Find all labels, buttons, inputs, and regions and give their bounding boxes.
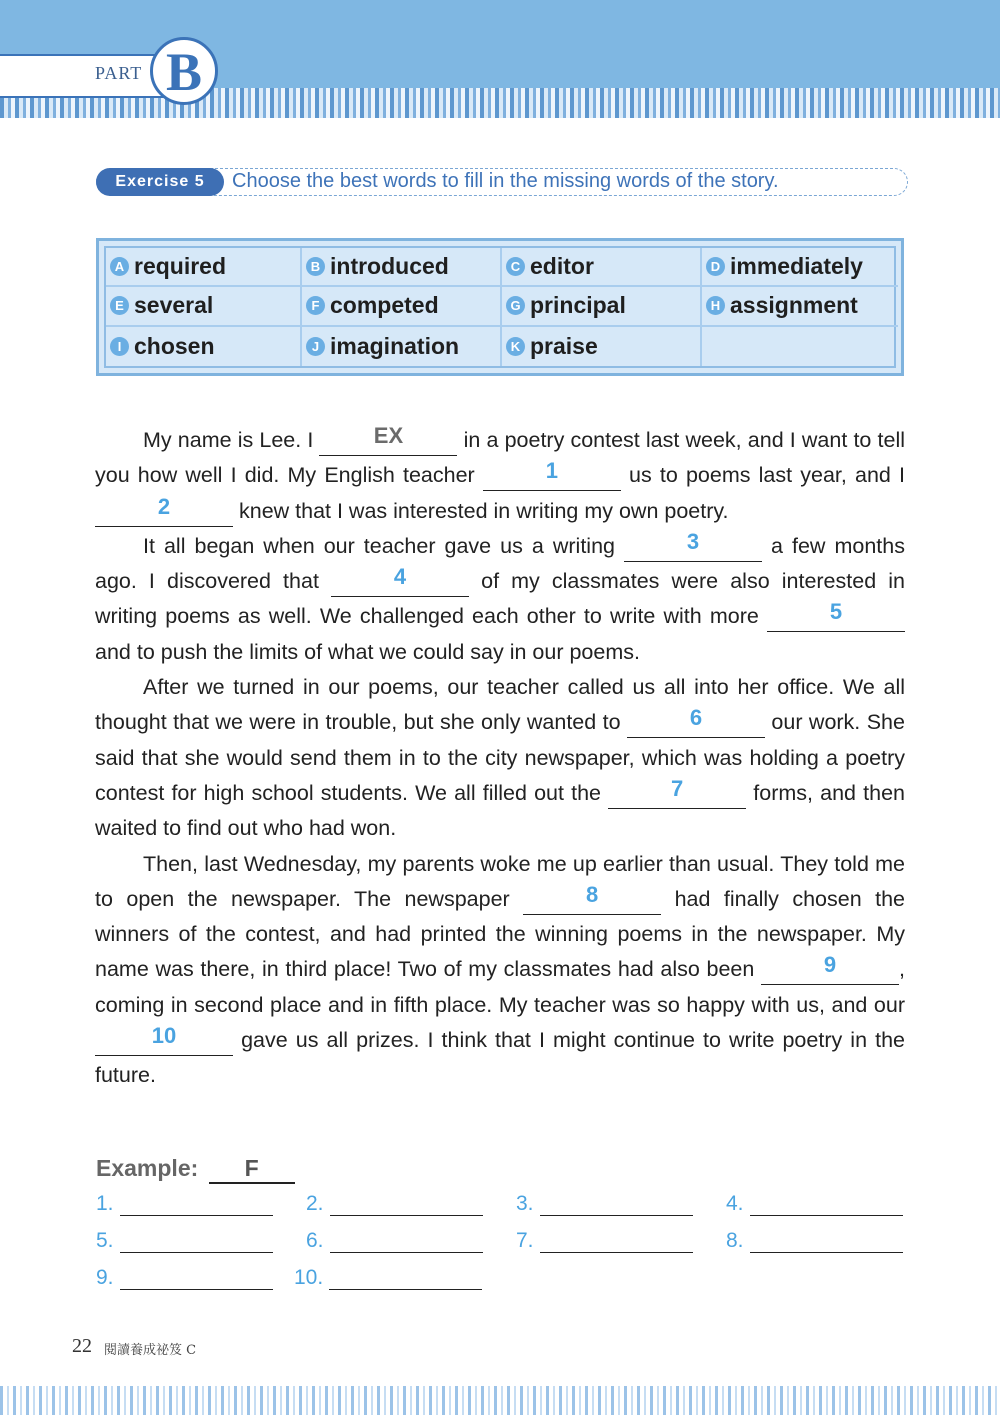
option-letter: B xyxy=(306,257,325,276)
blank-7 xyxy=(608,775,746,809)
answer-line-4[interactable] xyxy=(726,1192,903,1216)
example-answer-value: F xyxy=(209,1155,295,1184)
answer-line-2[interactable] xyxy=(306,1192,483,1216)
story-text-run: , coming in second place and in fifth place. My teacher was so happy with us, and our xyxy=(95,957,905,1017)
option-letter: J xyxy=(306,337,325,356)
answer-number: 7. xyxy=(516,1229,534,1252)
word-bank-item xyxy=(106,287,302,326)
story-paragraph xyxy=(95,529,905,670)
answer-blank[interactable] xyxy=(750,1232,903,1253)
option-word: imagination xyxy=(330,332,460,359)
story-text-run: us to poems last year, and I xyxy=(629,463,905,488)
word-bank xyxy=(96,238,904,376)
word-bank-grid xyxy=(104,246,896,368)
blank-5 xyxy=(767,599,905,632)
answer-line-5[interactable] xyxy=(96,1229,273,1253)
word-bank-item xyxy=(502,287,702,326)
blank-number: 5 xyxy=(829,599,843,625)
story-text-run: of my classmates were also interested in writing poems as well. We challenged each other to write with more xyxy=(95,569,905,629)
story-text-run: in a poetry contest last week, and I want to tell you how well I did. My English teacher xyxy=(95,428,905,488)
story-text-run: My name is Lee. I xyxy=(143,428,314,452)
option-letter: A xyxy=(110,257,129,276)
answer-number: 4. xyxy=(726,1192,744,1215)
blank-2 xyxy=(95,493,233,527)
answer-blank[interactable] xyxy=(120,1269,273,1290)
blank-number: 3 xyxy=(686,528,700,554)
story-text-run: It all began when our teacher gave us a writing xyxy=(143,533,615,558)
option-word: introduced xyxy=(330,253,449,280)
option-word: principal xyxy=(530,292,626,319)
story-text-run: Then, last Wednesday, my parents woke me up earlier than usual. They told me to open the newspaper. The newspaper xyxy=(95,851,905,911)
exercise-instruction: Choose the best words to fill in the missing words of the story. xyxy=(232,170,779,192)
option-letter: H xyxy=(706,296,725,315)
option-letter: I xyxy=(110,337,129,356)
word-bank-item xyxy=(702,248,898,287)
answer-blank[interactable] xyxy=(330,1232,483,1253)
answer-blank[interactable] xyxy=(750,1195,903,1216)
option-letter: G xyxy=(506,296,525,315)
story-text xyxy=(95,423,905,1094)
word-bank-item xyxy=(302,327,502,366)
example-answer xyxy=(96,1155,295,1184)
blank-number: 2 xyxy=(157,493,171,519)
answer-line-9[interactable] xyxy=(96,1266,273,1290)
option-word: assignment xyxy=(730,292,858,319)
story-paragraph xyxy=(95,847,905,1094)
answer-blank[interactable] xyxy=(329,1269,482,1290)
option-word: praise xyxy=(530,332,598,359)
option-word: immediately xyxy=(730,253,863,280)
page-number: 22 xyxy=(72,1335,92,1357)
blank-number: 8 xyxy=(586,881,599,907)
word-bank-item xyxy=(106,248,302,287)
answer-line-8[interactable] xyxy=(726,1229,903,1253)
answer-blank[interactable] xyxy=(120,1232,273,1253)
answer-number: 10. xyxy=(294,1266,324,1289)
word-bank-item xyxy=(502,327,702,366)
blank-4 xyxy=(331,564,469,597)
answer-line-6[interactable] xyxy=(306,1229,483,1253)
story-text-run: had finally chosen the winners of the contest, and had printed the winning poems in the newspaper. My name was there, in third place! Two of my classmates had also been xyxy=(95,886,905,982)
option-word: editor xyxy=(530,253,594,280)
blank-1 xyxy=(483,458,621,491)
exercise-badge: Exercise 5 xyxy=(96,168,224,196)
blank-6 xyxy=(627,705,765,738)
option-letter: D xyxy=(706,257,725,276)
story-text-run: forms, and then waited to find out who had won. xyxy=(95,780,905,841)
option-letter: E xyxy=(110,296,129,315)
option-letter: C xyxy=(506,257,525,276)
answer-blank[interactable] xyxy=(120,1195,273,1216)
story-text-run: gave us all prizes. I think that I might continue to write poetry in the future. xyxy=(95,1028,905,1088)
answer-number: 2. xyxy=(306,1192,324,1215)
answer-number: 6. xyxy=(306,1229,324,1252)
part-label: PART xyxy=(95,63,143,83)
answer-number: 8. xyxy=(726,1229,744,1252)
blank-number: EX xyxy=(373,423,404,448)
blank-number: 7 xyxy=(671,775,684,801)
blank-number: 1 xyxy=(545,458,558,484)
word-bank-item xyxy=(106,327,302,366)
answer-line-7[interactable] xyxy=(516,1229,693,1253)
blank-number: 4 xyxy=(393,564,407,590)
blank-number: 6 xyxy=(689,705,703,731)
story-text-run: knew that I was interested in writing my own poetry. xyxy=(238,498,729,523)
answer-line-3[interactable] xyxy=(516,1192,693,1216)
story-paragraph xyxy=(95,423,905,529)
story-text-run: our work. She said that she would send them in to the city newspaper, which was holding a poetry contest for high school students. We all filled out the xyxy=(95,710,905,805)
answer-blank[interactable] xyxy=(330,1195,483,1216)
part-badge xyxy=(150,37,218,105)
blank-3 xyxy=(624,528,762,562)
story-paragraph xyxy=(95,670,905,846)
word-bank-item xyxy=(302,287,502,326)
word-bank-item xyxy=(302,248,502,287)
answer-line-1[interactable] xyxy=(96,1192,273,1216)
story-text-run: After we turned in our poems, our teacher called us all into her office. We all thought that we were in trouble, but she only wanted to xyxy=(95,675,905,735)
answer-number: 5. xyxy=(96,1229,114,1252)
blank-9 xyxy=(761,952,899,985)
footer-stripes xyxy=(0,1386,1000,1415)
word-bank-item xyxy=(702,287,898,326)
option-letter: K xyxy=(506,337,525,356)
option-word: chosen xyxy=(134,332,215,359)
option-word: required xyxy=(134,253,227,280)
option-word: several xyxy=(134,292,214,319)
blank-10 xyxy=(95,1023,233,1056)
answer-line-10[interactable] xyxy=(294,1266,482,1290)
word-bank-empty-cell xyxy=(702,327,898,366)
part-letter: B xyxy=(165,42,203,102)
answer-number: 9. xyxy=(96,1266,114,1289)
answer-number: 1. xyxy=(96,1192,114,1215)
book-title: 閱讀養成祕笈 C xyxy=(104,1343,197,1358)
word-bank-item xyxy=(502,248,702,287)
example-blank xyxy=(319,423,457,456)
blank-number: 9 xyxy=(823,952,837,978)
answer-blank[interactable] xyxy=(540,1195,693,1216)
story-text-run: a few months ago. I discovered that xyxy=(95,533,905,594)
example-label: Example: xyxy=(96,1155,199,1181)
blank-8 xyxy=(523,881,661,915)
answer-number: 3. xyxy=(516,1192,534,1215)
option-letter: F xyxy=(306,296,325,315)
blank-number: 10 xyxy=(151,1023,177,1049)
option-word: competed xyxy=(330,292,439,319)
story-text-run: and to push the limits of what we could say in our poems. xyxy=(95,639,640,664)
answer-blank[interactable] xyxy=(540,1232,693,1253)
